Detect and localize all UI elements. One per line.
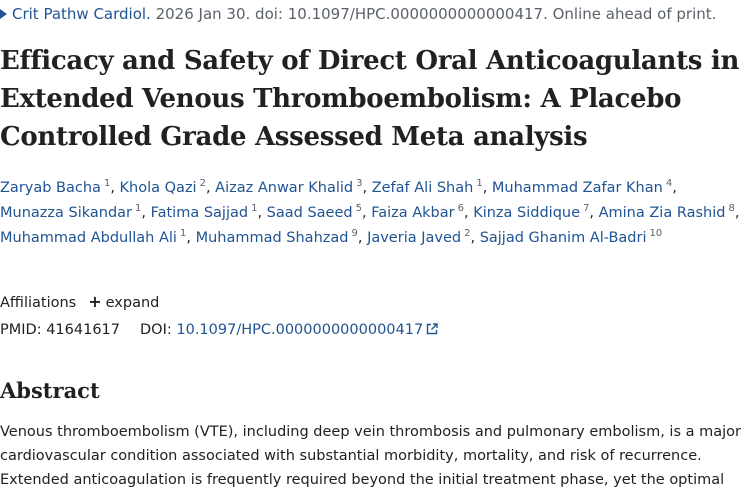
author-name-link[interactable]: Kinza Siddique (473, 205, 581, 221)
author-separator: , (463, 205, 469, 221)
author-name-link[interactable]: Sajjad Ghanim Al-Badri (479, 230, 647, 246)
author-name-link[interactable]: Zaryab Bacha (0, 180, 101, 196)
author-name-link[interactable]: Muhammad Shahzad (195, 230, 349, 246)
author-name-link[interactable]: Aizaz Anwar Khalid (215, 180, 354, 196)
author-affiliation-number[interactable]: 1 (103, 178, 111, 189)
author-item (371, 205, 468, 221)
author-separator: , (362, 180, 368, 196)
author-affiliation-number[interactable]: 7 (583, 203, 590, 214)
author-affiliation-number[interactable]: 9 (351, 228, 358, 239)
journal-link[interactable]: Crit Pathw Cardiol. (12, 5, 151, 23)
author-separator: , (357, 230, 363, 246)
author-item (0, 205, 146, 221)
identifiers-row (0, 319, 438, 341)
citation-details: 2026 Jan 30. doi: 10.1097/HPC.0000000000000417. Online ahead of print. (150, 5, 717, 23)
author-separator: , (589, 205, 594, 221)
author-separator: , (361, 205, 367, 221)
author-item (599, 205, 740, 221)
author-affiliation-number[interactable]: 1 (251, 203, 258, 214)
author-name-link[interactable]: Munazza Sikandar (0, 205, 132, 221)
article-title: Efficacy and Safety of Direct Oral Anticoagulants in Extended Venous Thromboembolism: A Placebo Controlled Grade Assessed Meta analysis (0, 46, 740, 152)
author-name-link[interactable]: Fatima Sajjad (150, 205, 249, 221)
author-separator: , (482, 180, 488, 196)
author-name-link[interactable]: Javeria Javed (367, 230, 462, 246)
abstract-line: cardiovascular condition associated with substantial morbidity, mortality, and risk of recurrence. (0, 448, 702, 464)
authors-list (0, 176, 748, 251)
abstract-heading: Abstract (0, 378, 100, 403)
author-item (196, 230, 363, 246)
pmid-value: 41641617 (46, 322, 121, 338)
author-affiliation-number[interactable]: 10 (649, 228, 663, 239)
author-item (473, 205, 594, 221)
affiliations-expand-button[interactable] (88, 292, 160, 311)
author-affiliation-number[interactable]: 1 (179, 228, 187, 239)
author-name-link[interactable]: Muhammad Zafar Khan (491, 180, 663, 196)
author-separator: , (257, 205, 263, 221)
author-affiliation-number[interactable]: 2 (199, 178, 206, 189)
author-affiliation-number[interactable]: 6 (457, 203, 464, 214)
author-affiliation-number[interactable]: 1 (476, 178, 483, 189)
author-name-link[interactable]: Khola Qazi (119, 180, 197, 196)
author-name-link[interactable]: Faiza Akbar (371, 205, 455, 221)
author-item (120, 180, 211, 196)
author-separator: , (141, 205, 146, 221)
author-affiliation-number[interactable]: 3 (356, 178, 363, 189)
author-item (492, 180, 677, 196)
author-name-link[interactable]: Saad Saeed (266, 205, 353, 221)
pmid-label: PMID: (0, 322, 42, 338)
author-item (367, 230, 475, 246)
author-item (151, 205, 262, 221)
author-separator: , (734, 205, 740, 221)
triangle-right-icon (0, 9, 7, 19)
author-item (0, 180, 115, 196)
author-name-link[interactable]: Muhammad Abdullah Ali (0, 230, 177, 246)
author-separator: , (186, 230, 191, 246)
author-affiliation-number[interactable]: 2 (464, 228, 471, 239)
author-item (267, 205, 367, 221)
doi-value: 10.1097/HPC.0000000000000417 (176, 322, 424, 338)
affiliations-label: Affiliations (0, 295, 77, 311)
author-separator: , (110, 180, 115, 196)
abstract-line: Extended anticoagulation is frequently required beyond the initial treatment phase, yet the optimal (0, 472, 725, 488)
author-name-link[interactable]: Amina Zia Rashid (598, 205, 726, 221)
expand-label: expand (105, 295, 160, 311)
external-link-icon (426, 323, 438, 335)
author-affiliation-number[interactable]: 4 (665, 178, 673, 189)
author-affiliation-number[interactable]: 8 (728, 203, 735, 214)
doi-label: DOI: (140, 322, 172, 338)
author-name-link[interactable]: Zefaf Ali Shah (371, 180, 474, 196)
author-affiliation-number[interactable]: 1 (135, 203, 142, 214)
affiliations-row (0, 291, 159, 314)
author-affiliation-number[interactable]: 5 (355, 203, 362, 214)
author-item (480, 230, 663, 246)
abstract-line: Venous thromboembolism (VTE), including deep vein thrombosis and pulmonary embolism, is a major (0, 424, 741, 440)
author-item (0, 230, 191, 246)
author-separator: , (672, 180, 677, 196)
abstract-text (0, 420, 750, 492)
author-item (215, 180, 367, 196)
author-item (372, 180, 488, 196)
author-separator: , (470, 230, 476, 246)
citation-line (0, 3, 716, 25)
author-separator: , (205, 180, 211, 196)
plus-icon: + (88, 292, 102, 311)
doi-link[interactable] (176, 322, 438, 338)
